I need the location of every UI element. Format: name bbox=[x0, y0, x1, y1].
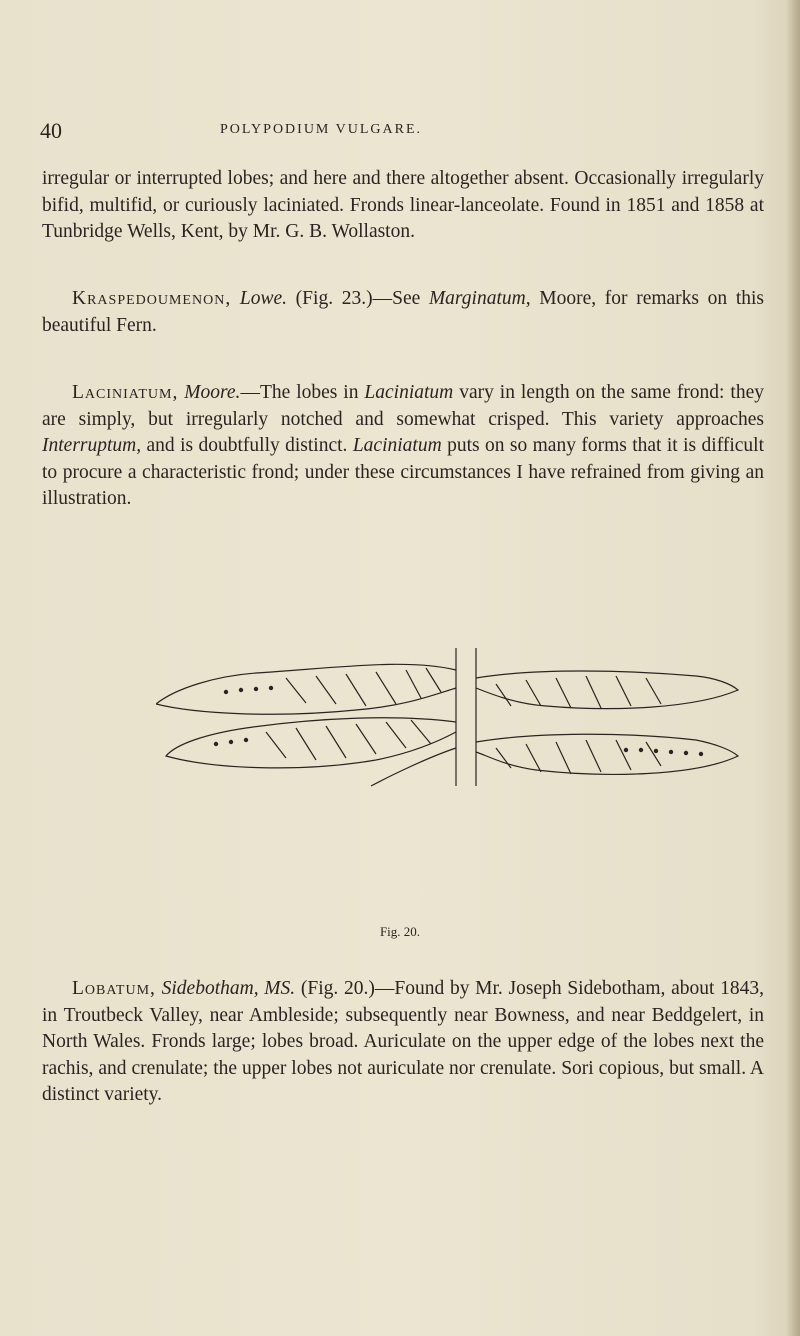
pinna-hatching bbox=[286, 668, 441, 706]
pinna-outline bbox=[476, 671, 738, 709]
paragraph-kraspedoumenon bbox=[42, 286, 764, 339]
sori-dots bbox=[624, 748, 703, 756]
italic-term: Laciniatum bbox=[352, 435, 442, 456]
sori-dots bbox=[214, 686, 273, 746]
pinna-outline bbox=[166, 718, 456, 768]
paragraph-text: vary in length on the same frond: they are simply, but irregularly notched and somewhat crisped. This variety approaches bbox=[42, 382, 764, 430]
pinna-hatching bbox=[266, 720, 431, 760]
italic-term: Interruptum, bbox=[42, 435, 142, 456]
pinna-hatching bbox=[496, 740, 661, 774]
fern-frond-illustration bbox=[156, 648, 756, 788]
running-title: POLYPODIUM VULGARE. bbox=[220, 122, 423, 137]
paragraph-irregular-lobes bbox=[42, 166, 764, 246]
paragraph-text: and is doubtfully distinct. bbox=[141, 435, 353, 456]
variety-author: Moore. bbox=[184, 382, 241, 403]
paragraph-text: irregular or interrupted lobes; and here and there altogether absent. Occasionally irregularly bifid, multifid, or curiously laciniated. Fronds linear-lanceolate. Found in 1851 and 1858 at Tunbridge Wells, Kent, by Mr. G. B. Wollaston. bbox=[42, 168, 764, 242]
paragraph-text: (Fig. 20.)—Found by Mr. Joseph Sidebotham, about 1843, in Troutbeck Valley, near Ambleside; subsequently near Bowness, and near Beddgelert, in North Wales. Fronds large; lobes broad. Auriculate on the upper edge of the lobes next the rachis, and crenulate; the upper lobes not auriculate nor crenulate. Sori copious, but small. A distinct variety. bbox=[42, 978, 765, 1105]
pinna-outline bbox=[156, 664, 456, 714]
italic-term: Laciniatum bbox=[364, 382, 454, 403]
paragraph-text: puts on so many forms that it is difficult to procure a characteristic frond; under these circumstances I have refrained from giving an illustration. bbox=[42, 435, 764, 509]
variety-author: Lowe. bbox=[239, 288, 288, 309]
paragraph-text: —The lobes in bbox=[240, 382, 365, 403]
running-head bbox=[0, 118, 800, 148]
page-number: 40 bbox=[40, 118, 62, 143]
cross-reference: Marginatum, bbox=[428, 288, 531, 309]
pinna-hatching bbox=[496, 676, 661, 708]
paragraph-text: Moore, for remarks on this beautiful Fern. bbox=[42, 288, 765, 336]
pinna-outline bbox=[371, 748, 456, 786]
figure-caption: Fig. 20. bbox=[379, 924, 421, 939]
paragraph-laciniatum bbox=[42, 380, 764, 513]
paragraph-lobatum bbox=[42, 976, 764, 1109]
variety-name: Laciniatum, bbox=[72, 382, 179, 403]
pinna-outline bbox=[476, 734, 738, 774]
variety-name: Kraspedoumenon, bbox=[72, 288, 232, 309]
paragraph-text: (Fig. 23.)—See bbox=[287, 288, 429, 309]
page-edge-shadow bbox=[786, 0, 800, 1336]
variety-author: Sidebotham, MS. bbox=[161, 978, 296, 999]
variety-name: Lobatum, bbox=[72, 978, 156, 999]
